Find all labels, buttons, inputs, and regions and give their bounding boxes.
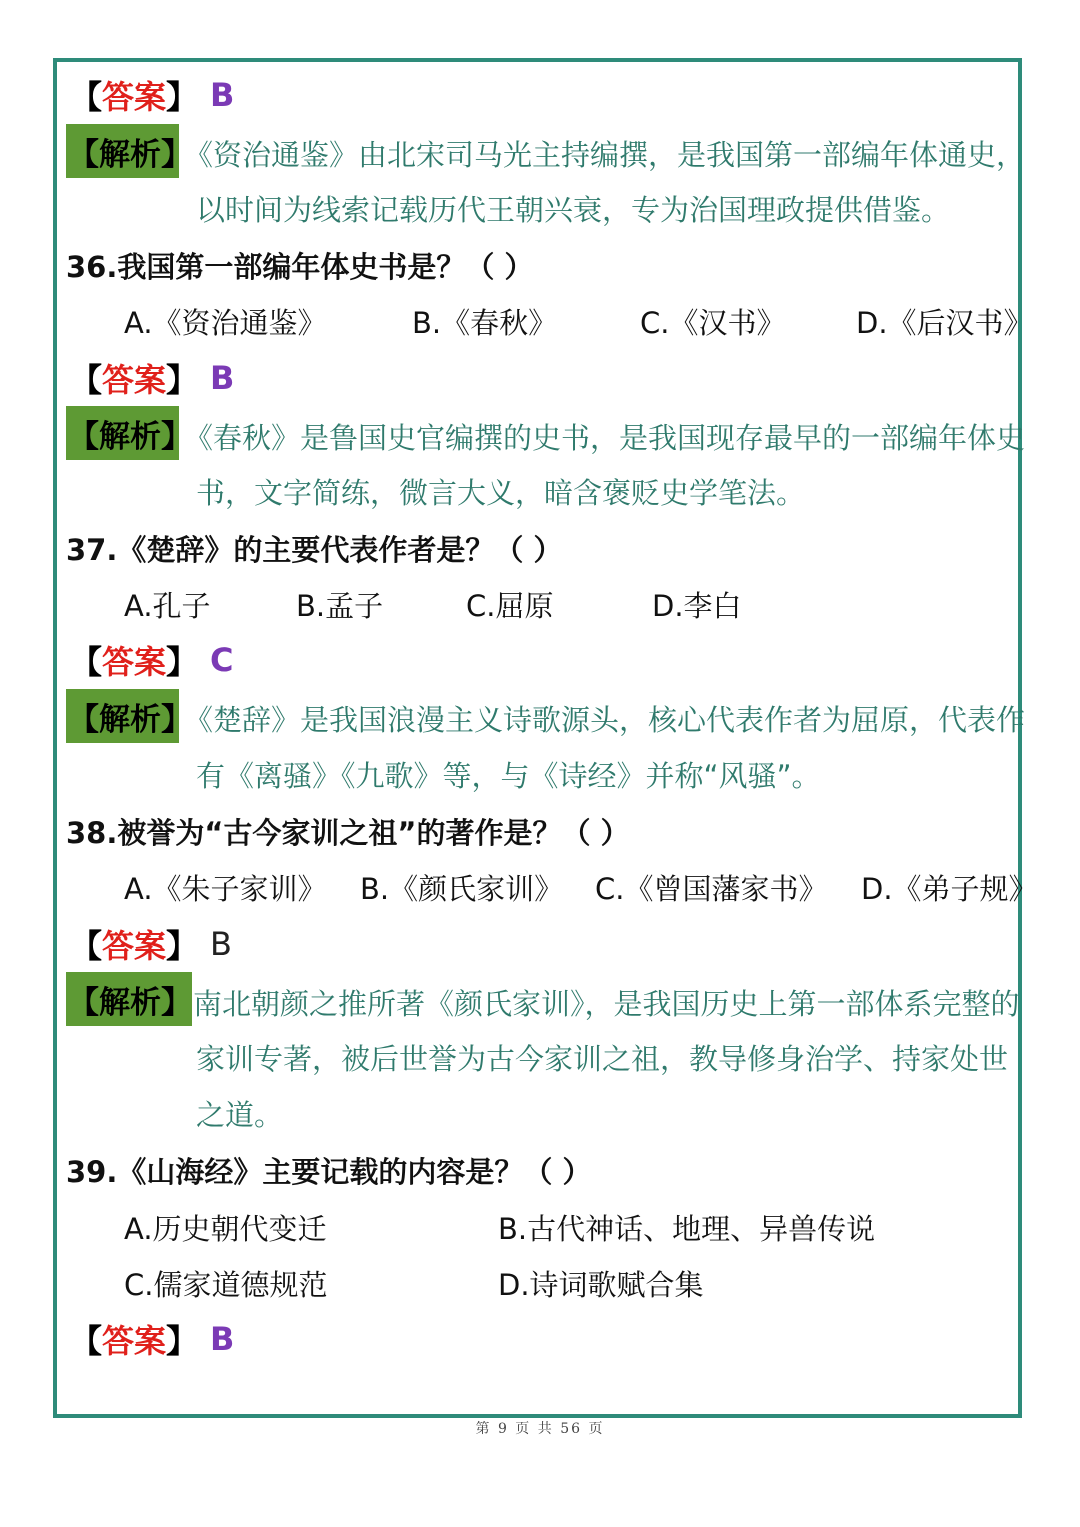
analysis-line: 之道。 [196, 1097, 284, 1132]
question-39: 39.《山海经》主要记载的内容是？（ ） [66, 1154, 592, 1189]
answer-line [70, 350, 234, 406]
option-b: B.《春秋》 [412, 305, 558, 340]
question-37: 37.《楚辞》的主要代表作者是？（ ） [66, 532, 563, 567]
option-b: B.《颜氏家训》 [360, 871, 564, 906]
analysis-line: 有《离骚》《九歌》等，与《诗经》并称“风骚”。 [196, 758, 821, 793]
question-38: 38.被誉为“古今家训之祖”的著作是？（ ） [66, 815, 630, 850]
analysis-line: 《楚辞》是我国浪漫主义诗歌源头，核心代表作者为屈原，代表作 [184, 702, 1026, 737]
answer-value: B [210, 359, 235, 397]
option-d: D.《弟子规》 [861, 871, 1038, 906]
answer-bracket-close: 】 [166, 643, 199, 681]
answer-bracket-open: 【 [70, 643, 103, 681]
option-b: B.古代神话、地理、异兽传说 [498, 1211, 876, 1246]
page-number: 第 9 页 共 56 页 [475, 1421, 605, 1437]
option-c: C.儒家道德规范 [124, 1267, 328, 1302]
option-b: B.孟子 [296, 588, 384, 623]
answer-line [70, 67, 234, 123]
analysis-line: 家训专著，被后世誉为古今家训之祖，教导修身治学、持家处世 [196, 1041, 1009, 1076]
option-c: C.《汉书》 [640, 305, 786, 340]
option-d: D.李白 [652, 588, 742, 623]
analysis-line: 南北朝颜之推所著《颜氏家训》，是我国历史上第一部体系完整的 [193, 986, 1020, 1021]
analysis-tag: 【解析】 [66, 972, 192, 1026]
answer-line [70, 916, 232, 972]
option-c: C.《曾国藩家书》 [595, 871, 828, 906]
answer-label: 答案 [102, 361, 167, 399]
answer-line [70, 632, 234, 688]
option-a: A.历史朝代变迁 [124, 1211, 327, 1246]
answer-bracket-close: 】 [166, 78, 199, 116]
question-36: 36.我国第一部编年体史书是？（ ） [66, 249, 534, 284]
option-a: A.《朱子家训》 [124, 871, 327, 906]
answer-bracket-close: 】 [166, 927, 199, 965]
answer-bracket-close: 】 [166, 361, 199, 399]
option-d: D.《后汉书》 [856, 305, 1033, 340]
option-a: A.《资治通鉴》 [124, 305, 327, 340]
analysis-line: 以时间为线索记载历代王朝兴衰，专为治国理政提供借鉴。 [196, 192, 951, 227]
answer-bracket-open: 【 [70, 78, 103, 116]
answer-bracket-close: 】 [166, 1322, 199, 1360]
analysis-line: 《资治通鉴》由北宋司马光主持编撰，是我国第一部编年体通史， [184, 137, 1026, 172]
answer-bracket-open: 【 [70, 361, 103, 399]
analysis-tag: 【解析】 [66, 406, 179, 460]
option-a: A.孔子 [124, 588, 211, 623]
answer-value: B [210, 76, 235, 114]
analysis-tag: 【解析】 [66, 124, 179, 178]
answer-value: B [210, 1320, 235, 1358]
answer-bracket-open: 【 [70, 927, 103, 965]
option-d: D.诗词歌赋合集 [498, 1267, 704, 1302]
answer-line [70, 1311, 234, 1367]
answer-bracket-open: 【 [70, 1322, 103, 1360]
answer-label: 答案 [102, 78, 167, 116]
answer-value: C [210, 641, 234, 679]
option-c: C.屈原 [466, 588, 554, 623]
answer-value: B [210, 925, 232, 963]
answer-label: 答案 [102, 643, 167, 681]
analysis-line: 书，文字简练，微言大义，暗含褒贬史学笔法。 [196, 475, 806, 510]
analysis-line: 《春秋》是鲁国史官编撰的史书，是我国现存最早的一部编年体史 [184, 420, 1026, 455]
answer-label: 答案 [102, 927, 167, 965]
answer-label: 答案 [102, 1322, 167, 1360]
analysis-tag: 【解析】 [66, 689, 179, 743]
